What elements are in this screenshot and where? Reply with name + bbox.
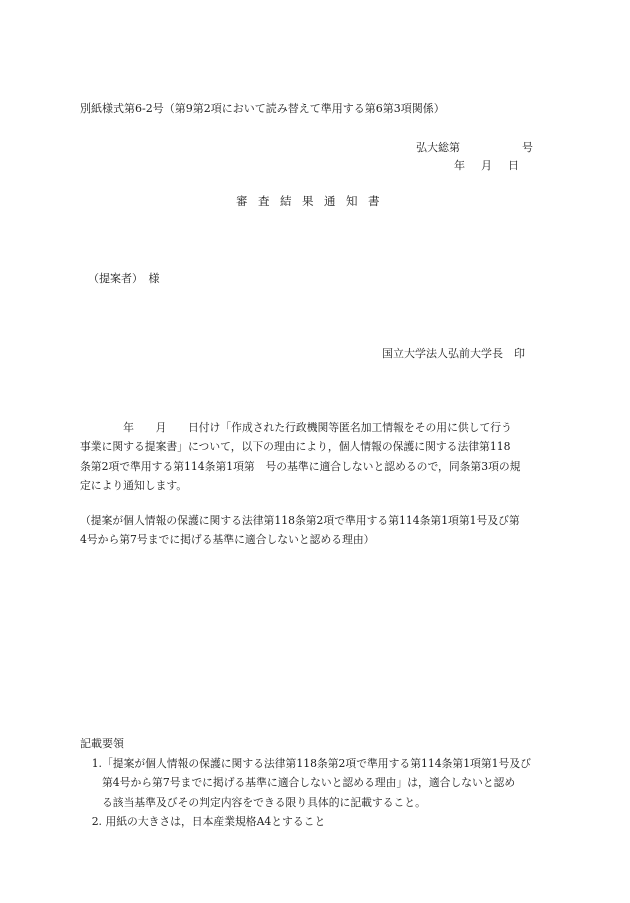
notes-item-2 (80, 812, 531, 831)
notes-item-line: 第4号から第7号までに掲げる基準に適合しないと認める理由」は，適合しないと認め (102, 776, 516, 790)
recipient: （提案者） 様 (88, 272, 160, 285)
date-year: 年 (454, 159, 465, 172)
notes-item-number: 1. (91, 757, 102, 770)
document-date (454, 157, 519, 173)
document-number (416, 139, 533, 155)
notes-item-line: 「提案が個人情報の保護に関する法律第118条第2項で準用する第114条第1項第1号及び (102, 757, 531, 770)
notes-item-number: 2. (91, 814, 102, 828)
notes-item-1 (80, 754, 531, 812)
date-day: 日 (508, 159, 519, 172)
notes-list (80, 754, 531, 831)
body-line: 事業に関する提案書」について，以下の理由により，個人情報の保護に関する法律第118 (80, 440, 511, 454)
date-month: 月 (481, 159, 492, 172)
body-line: 年 月 日付け「作成された行政機関等匿名加工情報をその用に供して行う (80, 421, 512, 434)
reason-heading (80, 511, 550, 550)
document-number-suffix: 号 (522, 141, 533, 154)
notes-heading: 記載要領 (80, 737, 124, 750)
body-line: 定により通知します。 (80, 478, 188, 492)
document-number-prefix: 弘大総第 (416, 141, 460, 154)
reason-line: 4号から第7号までに掲げる基準に適合しないと認める理由） (80, 533, 375, 547)
notice-body (80, 418, 550, 495)
reason-line: （提案が個人情報の保護に関する法律第118条第2項で準用する第114条第1項第1号及び第 (80, 514, 520, 527)
form-label: 別紙様式第6-2号（第9第2項において読み替えて準用する第6第3項関係） (80, 102, 445, 115)
notes-item-line: る該当基準及びその判定内容をできる限り具体的に記載すること。 (102, 795, 426, 809)
notes-item-line: 用紙の大きさは，日本産業規格A4とすること (105, 814, 326, 828)
sender-signature: 国立大学法人弘前大学長 印 (382, 347, 525, 360)
body-line: 条第2項で準用する第114条第1項第 号の基準に適合しないと認めるので，同条第3項の規 (80, 459, 521, 473)
document-title: 審査結果通知書 (236, 194, 390, 208)
